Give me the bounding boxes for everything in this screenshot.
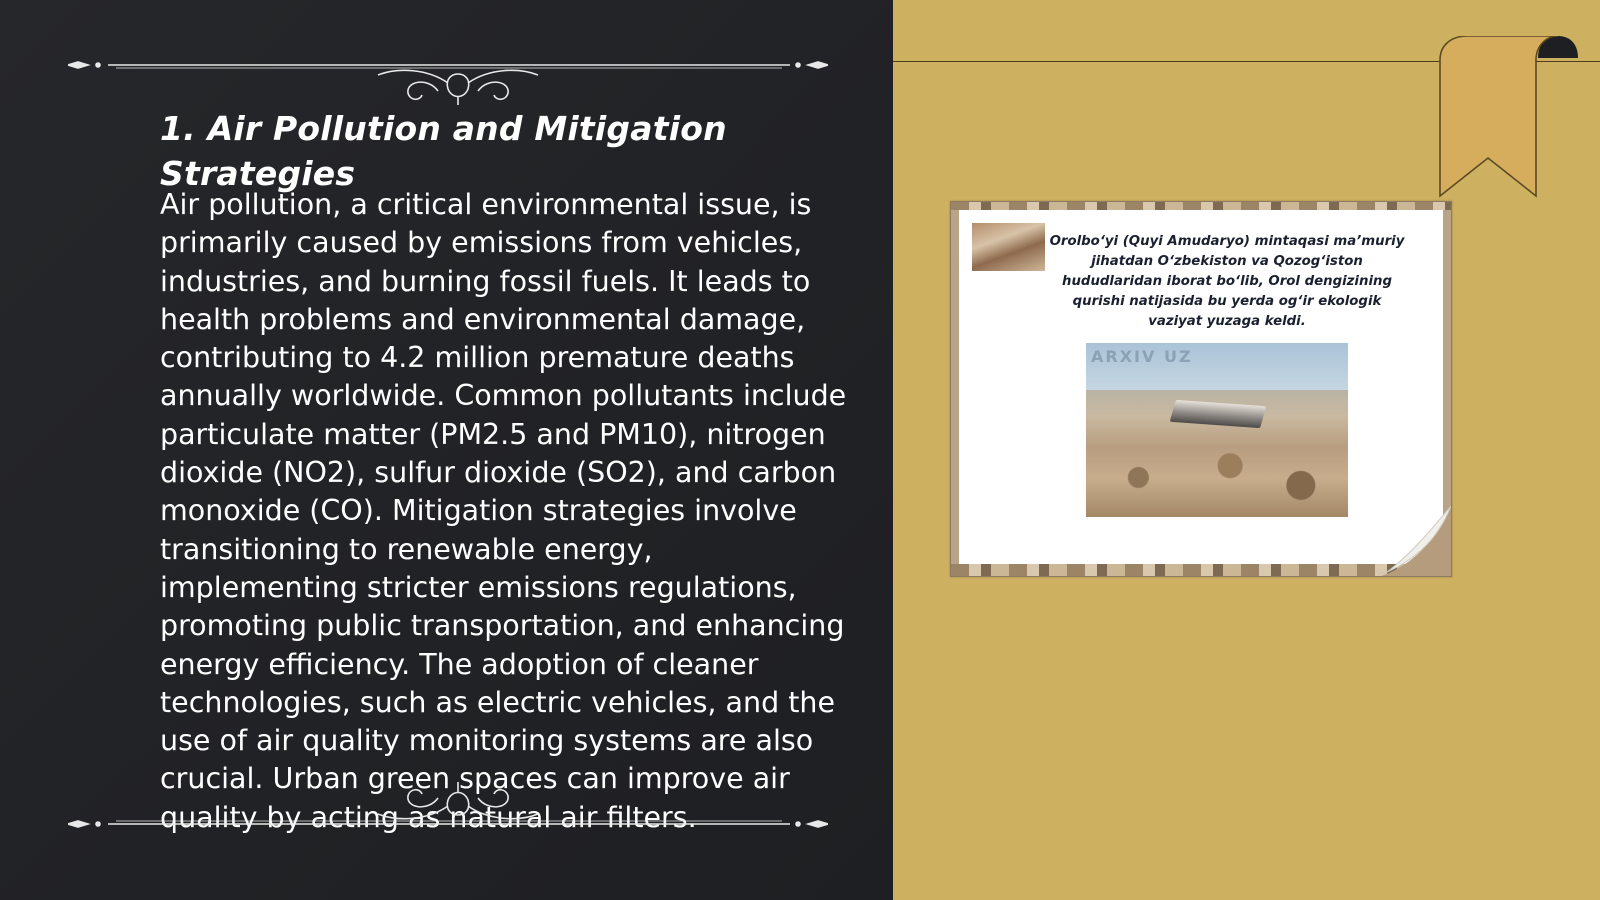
image-caption: Orolbo‘yi (Quyi Amudaryo) mintaqasi ma’muriy jihatdan O‘zbekiston va Qozog‘iston hududlaridan iborat bo‘lib, Orol dengizining qurishi natijasida bu yerda og‘ir ekologik vaziyat yuzaga keldi.: [1049, 234, 1405, 329]
right-panel: [893, 0, 1600, 900]
dune-vegetation: [1086, 438, 1348, 517]
image-border-bottom: [951, 564, 1451, 576]
slide-body-text: Air pollution, a critical environmental issue, is primarily caused by emissions from vehicles, industries, and burning fossil fuels. It leads to health problems and environmental damage, contributing to 4.2 million premature deaths annually worldwide. Common pollutants include particulate matter (PM2.5 and PM10), nitrogen dioxide (NO2), sulfur dioxide (SO2), and carbon monoxide (CO). Mitigation strategies involve transitioning to renewable energy, implementing stricter emissions regulations, promoting public transportation, and enhancing energy efficiency. The adoption of cleaner technologies, such as electric vehicles, and the use of air quality monitoring systems are also crucial. Urban green spaces can improve air quality by acting as natural air filters.: [160, 188, 847, 834]
image-border-top: [951, 202, 1451, 210]
ship-wreck-shape: [1170, 400, 1267, 428]
aral-sea-photo: [1086, 343, 1348, 517]
image-watermark: ARXIV UZ: [1091, 347, 1193, 366]
page-curl-icon: [1381, 506, 1451, 576]
slide-title: 1. Air Pollution and Mitigation Strategies: [160, 109, 727, 193]
embedded-slide-image: [950, 201, 1452, 577]
bottom-ornament-divider: [68, 776, 828, 836]
bookmark-ribbon-icon: [1438, 36, 1598, 201]
top-ornament-divider: [68, 45, 828, 105]
image-thumbnail: [972, 223, 1045, 271]
